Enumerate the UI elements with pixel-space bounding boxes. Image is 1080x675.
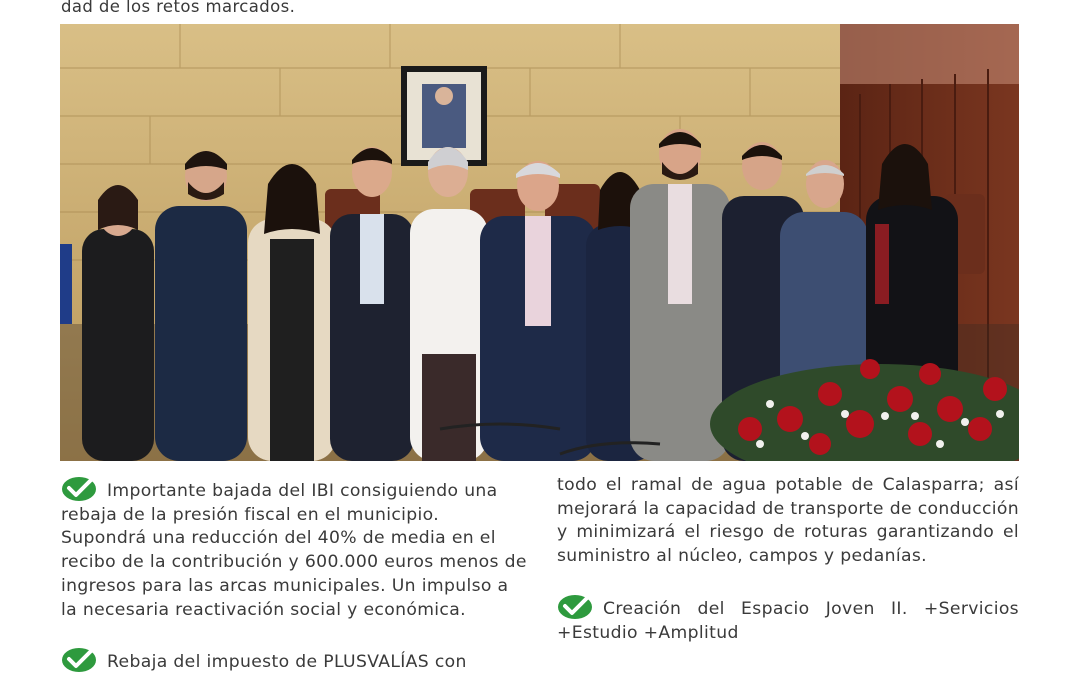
right-column bbox=[557, 474, 1019, 645]
bullet-plusvalias-text: Rebaja del impuesto de PLUSVALÍAS con bbox=[107, 652, 467, 673]
bullet-plusvalias bbox=[61, 645, 527, 675]
check-icon bbox=[61, 645, 101, 673]
bullet-agua-continued: todo el ramal de agua potable de Calasparra; así mejorará la capacidad de transporte de conducción y minimizará el riesgo de roturas garantizando el suministro al núcleo, campos y pedanías. bbox=[557, 475, 1019, 567]
previous-paragraph-ending: dad de los retos marcados. bbox=[61, 0, 296, 16]
bullet-ibi-text: Importante bajada del IBI consiguiendo una rebaja de la presión fiscal en el municipio. Supondrá una reducción del 40% de media en el recibo de la contribución y 600.000 euros menos de ingresos para las arcas municipales. Un impulso a la necesaria reactivación social y económica. bbox=[61, 481, 527, 620]
group-photo bbox=[60, 24, 1019, 461]
group-photo-illustration bbox=[60, 24, 1019, 461]
bullet-espacio-joven-text: Creación del Espacio Joven II. +Servicios +Estudio +Amplitud bbox=[557, 598, 1019, 643]
check-icon bbox=[557, 592, 597, 620]
bullet-espacio-joven bbox=[557, 592, 1019, 645]
left-column bbox=[61, 474, 527, 675]
bullet-ibi bbox=[61, 474, 527, 622]
check-icon bbox=[61, 474, 101, 502]
